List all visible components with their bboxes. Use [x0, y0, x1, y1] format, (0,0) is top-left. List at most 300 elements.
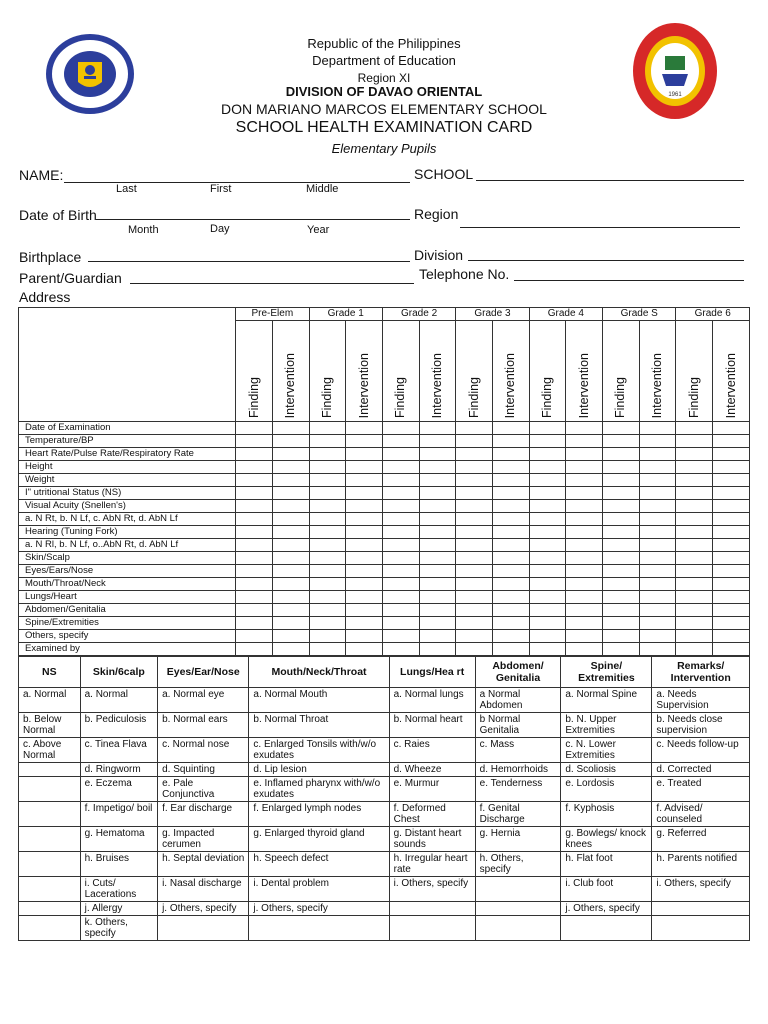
grid-entry-cell[interactable]: [566, 591, 603, 604]
grid-entry-cell[interactable]: [382, 552, 419, 565]
region-field[interactable]: [460, 227, 740, 228]
grid-entry-cell[interactable]: [346, 500, 383, 513]
grid-entry-cell[interactable]: [346, 539, 383, 552]
grid-entry-cell[interactable]: [566, 630, 603, 643]
grid-entry-cell[interactable]: [713, 513, 750, 526]
grid-entry-cell[interactable]: [492, 578, 529, 591]
legend-header: Mouth/Neck/Throat: [249, 657, 389, 688]
grid-entry-cell[interactable]: [419, 591, 456, 604]
grid-entry-cell[interactable]: [382, 526, 419, 539]
grid-row-label: Eyes/Ears/Nose: [19, 565, 236, 578]
grid-entry-cell[interactable]: [676, 552, 713, 565]
grid-entry-cell[interactable]: [639, 643, 676, 656]
grid-entry-cell[interactable]: [566, 604, 603, 617]
grid-entry-cell[interactable]: [456, 448, 493, 461]
grid-entry-cell[interactable]: [346, 435, 383, 448]
grid-entry-cell[interactable]: [639, 617, 676, 630]
grid-entry-cell[interactable]: [676, 461, 713, 474]
grade-header: Grade 4: [529, 308, 602, 321]
grid-entry-cell[interactable]: [566, 565, 603, 578]
legend-cell: a Normal Abdomen: [475, 688, 561, 713]
legend-cell: h. Septal deviation: [158, 852, 249, 877]
grid-entry-cell[interactable]: [676, 591, 713, 604]
grid-entry-cell[interactable]: [529, 630, 566, 643]
grid-entry-cell[interactable]: [603, 526, 640, 539]
grid-entry-cell[interactable]: [713, 565, 750, 578]
grid-entry-cell[interactable]: [676, 578, 713, 591]
grid-entry-cell[interactable]: [529, 539, 566, 552]
grid-entry-cell[interactable]: [603, 643, 640, 656]
grid-entry-cell[interactable]: [639, 487, 676, 500]
grid-entry-cell[interactable]: [382, 487, 419, 500]
grid-entry-cell[interactable]: [529, 526, 566, 539]
grid-row-label: Skin/Scalp: [19, 552, 236, 565]
grid-entry-cell[interactable]: [309, 513, 346, 526]
grid-entry-cell[interactable]: [492, 565, 529, 578]
grid-entry-cell[interactable]: [346, 487, 383, 500]
legend-cell: f. Genital Discharge: [475, 802, 561, 827]
grid-entry-cell[interactable]: [419, 643, 456, 656]
grid-entry-cell[interactable]: [346, 422, 383, 435]
grid-entry-cell[interactable]: [639, 565, 676, 578]
grid-entry-cell[interactable]: [676, 422, 713, 435]
grid-entry-cell[interactable]: [639, 448, 676, 461]
grid-entry-cell[interactable]: [566, 435, 603, 448]
grid-entry-cell[interactable]: [309, 630, 346, 643]
grid-entry-cell[interactable]: [346, 630, 383, 643]
division-field[interactable]: [468, 260, 744, 261]
grid-entry-cell[interactable]: [236, 487, 273, 500]
grid-entry-cell[interactable]: [492, 422, 529, 435]
grid-entry-cell[interactable]: [419, 578, 456, 591]
grid-entry-cell[interactable]: [236, 461, 273, 474]
grid-entry-cell[interactable]: [492, 474, 529, 487]
grid-entry-cell[interactable]: [382, 578, 419, 591]
grid-entry-cell[interactable]: [309, 435, 346, 448]
grid-entry-cell[interactable]: [676, 487, 713, 500]
grid-entry-cell[interactable]: [272, 461, 309, 474]
legend-cell: e. Lordosis: [561, 777, 652, 802]
grid-entry-cell[interactable]: [236, 552, 273, 565]
grid-entry-cell[interactable]: [529, 578, 566, 591]
grade-header: Grade S: [603, 308, 676, 321]
grid-entry-cell[interactable]: [566, 617, 603, 630]
grid-entry-cell[interactable]: [676, 513, 713, 526]
grid-entry-cell[interactable]: [382, 604, 419, 617]
grid-entry-cell[interactable]: [676, 474, 713, 487]
legend-cell: h. Parents notified: [652, 852, 750, 877]
grid-entry-cell[interactable]: [236, 539, 273, 552]
grid-entry-cell[interactable]: [382, 643, 419, 656]
grid-entry-cell[interactable]: [346, 591, 383, 604]
grid-entry-cell[interactable]: [529, 513, 566, 526]
grid-entry-cell[interactable]: [492, 643, 529, 656]
grid-entry-cell[interactable]: [713, 487, 750, 500]
grid-entry-cell[interactable]: [713, 500, 750, 513]
grid-entry-cell[interactable]: [419, 461, 456, 474]
grid-entry-cell[interactable]: [566, 513, 603, 526]
grid-entry-cell[interactable]: [309, 591, 346, 604]
grid-entry-cell[interactable]: [603, 513, 640, 526]
grid-entry-cell[interactable]: [272, 630, 309, 643]
dob-field[interactable]: [96, 219, 410, 220]
grid-entry-cell[interactable]: [566, 461, 603, 474]
grid-entry-cell[interactable]: [713, 474, 750, 487]
grade-header: Grade 6: [676, 308, 750, 321]
grid-entry-cell[interactable]: [713, 630, 750, 643]
grid-entry-cell[interactable]: [272, 643, 309, 656]
grid-entry-cell[interactable]: [492, 617, 529, 630]
grid-entry-cell[interactable]: [456, 578, 493, 591]
grid-entry-cell[interactable]: [272, 578, 309, 591]
grid-entry-cell[interactable]: [236, 630, 273, 643]
grid-entry-cell[interactable]: [382, 617, 419, 630]
grid-entry-cell[interactable]: [309, 461, 346, 474]
grid-entry-cell[interactable]: [676, 526, 713, 539]
grid-entry-cell[interactable]: [713, 578, 750, 591]
grid-entry-cell[interactable]: [346, 474, 383, 487]
grid-entry-cell[interactable]: [236, 591, 273, 604]
grid-entry-cell[interactable]: [272, 565, 309, 578]
grid-entry-cell[interactable]: [566, 422, 603, 435]
svg-text:1961: 1961: [668, 92, 682, 98]
grid-entry-cell[interactable]: [236, 435, 273, 448]
grid-entry-cell[interactable]: [676, 643, 713, 656]
telephone-field[interactable]: [514, 280, 744, 281]
grid-entry-cell[interactable]: [529, 643, 566, 656]
grid-entry-cell[interactable]: [419, 617, 456, 630]
grid-entry-cell[interactable]: [456, 630, 493, 643]
grid-entry-cell[interactable]: [272, 539, 309, 552]
grid-entry-cell[interactable]: [529, 448, 566, 461]
grid-entry-cell[interactable]: [492, 487, 529, 500]
grid-entry-cell[interactable]: [419, 422, 456, 435]
grid-entry-cell[interactable]: [492, 604, 529, 617]
grid-entry-cell[interactable]: [492, 630, 529, 643]
grid-entry-cell[interactable]: [236, 578, 273, 591]
legend-cell: h. Flat foot: [561, 852, 652, 877]
grid-row: [19, 526, 750, 539]
grid-entry-cell[interactable]: [566, 643, 603, 656]
grid-row-label: Visual Acuity (Snellen's): [19, 500, 236, 513]
grid-entry-cell[interactable]: [309, 643, 346, 656]
grid-entry-cell[interactable]: [603, 578, 640, 591]
column-header-finding: [603, 321, 640, 422]
grid-entry-cell[interactable]: [566, 500, 603, 513]
grid-entry-cell[interactable]: [382, 591, 419, 604]
grid-entry-cell[interactable]: [346, 513, 383, 526]
grid-entry-cell[interactable]: [529, 617, 566, 630]
grid-entry-cell[interactable]: [456, 539, 493, 552]
grid-entry-cell[interactable]: [713, 643, 750, 656]
grid-entry-cell[interactable]: [676, 448, 713, 461]
grid-entry-cell[interactable]: [492, 461, 529, 474]
grid-entry-cell[interactable]: [603, 552, 640, 565]
grid-entry-cell[interactable]: [603, 474, 640, 487]
grid-entry-cell[interactable]: [382, 565, 419, 578]
grid-entry-cell[interactable]: [382, 448, 419, 461]
grid-entry-cell[interactable]: [309, 565, 346, 578]
legend-cell: [249, 916, 389, 941]
grid-entry-cell[interactable]: [272, 487, 309, 500]
grid-entry-cell[interactable]: [639, 578, 676, 591]
grid-entry-cell[interactable]: [566, 578, 603, 591]
grid-entry-cell[interactable]: [456, 513, 493, 526]
grid-entry-cell[interactable]: [309, 526, 346, 539]
grid-entry-cell[interactable]: [346, 604, 383, 617]
grid-entry-cell[interactable]: [492, 435, 529, 448]
grid-entry-cell[interactable]: [236, 422, 273, 435]
grid-entry-cell[interactable]: [309, 552, 346, 565]
grid-row: [19, 487, 750, 500]
grid-entry-cell[interactable]: [272, 526, 309, 539]
grid-entry-cell[interactable]: [419, 539, 456, 552]
intervention-label: Intervention: [723, 352, 738, 418]
grid-row-label: Temperature/BP: [19, 435, 236, 448]
grid-entry-cell[interactable]: [676, 565, 713, 578]
grid-entry-cell[interactable]: [603, 591, 640, 604]
grid-entry-cell[interactable]: [419, 435, 456, 448]
grid-entry-cell[interactable]: [529, 591, 566, 604]
grid-entry-cell[interactable]: [272, 552, 309, 565]
grid-entry-cell[interactable]: [272, 435, 309, 448]
grid-entry-cell[interactable]: [309, 539, 346, 552]
grid-entry-cell[interactable]: [639, 604, 676, 617]
grid-entry-cell[interactable]: [456, 565, 493, 578]
grid-entry-cell[interactable]: [603, 617, 640, 630]
grid-entry-cell[interactable]: [382, 513, 419, 526]
grid-entry-cell[interactable]: [346, 552, 383, 565]
grid-entry-cell[interactable]: [419, 513, 456, 526]
legend-cell: [19, 902, 81, 916]
grid-entry-cell[interactable]: [639, 435, 676, 448]
grid-entry-cell[interactable]: [309, 578, 346, 591]
legend-cell: [19, 763, 81, 777]
birthplace-field[interactable]: [88, 261, 410, 262]
column-header-finding: [309, 321, 346, 422]
legend-cell: [19, 877, 81, 902]
grid-entry-cell[interactable]: [382, 630, 419, 643]
grid-entry-cell[interactable]: [676, 500, 713, 513]
grid-entry-cell[interactable]: [529, 461, 566, 474]
grid-entry-cell[interactable]: [603, 422, 640, 435]
grid-entry-cell[interactable]: [346, 526, 383, 539]
grid-entry-cell[interactable]: [309, 500, 346, 513]
school-field[interactable]: [476, 180, 744, 181]
grid-entry-cell[interactable]: [456, 604, 493, 617]
grid-entry-cell[interactable]: [419, 487, 456, 500]
grid-entry-cell[interactable]: [236, 604, 273, 617]
grid-entry-cell[interactable]: [639, 422, 676, 435]
grid-entry-cell[interactable]: [309, 422, 346, 435]
grid-entry-cell[interactable]: [492, 591, 529, 604]
finding-label: Finding: [466, 377, 481, 418]
grid-entry-cell[interactable]: [309, 474, 346, 487]
grid-entry-cell[interactable]: [492, 539, 529, 552]
legend-cell: d. Wheeze: [389, 763, 475, 777]
grid-entry-cell[interactable]: [456, 435, 493, 448]
grid-entry-cell[interactable]: [713, 539, 750, 552]
grid-entry-cell[interactable]: [566, 474, 603, 487]
grid-entry-cell[interactable]: [639, 526, 676, 539]
grid-entry-cell[interactable]: [236, 643, 273, 656]
grid-entry-cell[interactable]: [236, 474, 273, 487]
grid-entry-cell[interactable]: [309, 617, 346, 630]
grid-entry-cell[interactable]: [492, 513, 529, 526]
grid-entry-cell[interactable]: [639, 500, 676, 513]
grid-entry-cell[interactable]: [419, 604, 456, 617]
grid-entry-cell[interactable]: [713, 422, 750, 435]
grid-entry-cell[interactable]: [713, 461, 750, 474]
grid-entry-cell[interactable]: [419, 500, 456, 513]
grid-entry-cell[interactable]: [236, 617, 273, 630]
page-subtitle: Elementary Pupils: [331, 141, 437, 156]
grid-entry-cell[interactable]: [456, 500, 493, 513]
legend-row: [19, 852, 750, 877]
parent-field[interactable]: [130, 283, 414, 284]
grid-entry-cell[interactable]: [529, 552, 566, 565]
grid-entry-cell[interactable]: [382, 500, 419, 513]
grid-entry-cell[interactable]: [456, 526, 493, 539]
grid-entry-cell[interactable]: [713, 617, 750, 630]
grid-entry-cell[interactable]: [529, 604, 566, 617]
grid-entry-cell[interactable]: [639, 630, 676, 643]
legend-cell: b. N. Upper Extremities: [561, 713, 652, 738]
grid-entry-cell[interactable]: [529, 474, 566, 487]
grid-entry-cell[interactable]: [419, 526, 456, 539]
legend-cell: h. Others, specify: [475, 852, 561, 877]
grid-entry-cell[interactable]: [713, 552, 750, 565]
grid-entry-cell[interactable]: [639, 461, 676, 474]
grid-entry-cell[interactable]: [713, 591, 750, 604]
grid-entry-cell[interactable]: [713, 448, 750, 461]
grid-entry-cell[interactable]: [603, 604, 640, 617]
grid-entry-cell[interactable]: [346, 617, 383, 630]
grid-entry-cell[interactable]: [419, 565, 456, 578]
grid-entry-cell[interactable]: [676, 630, 713, 643]
grid-entry-cell[interactable]: [603, 630, 640, 643]
grade-header: Grade 2: [382, 308, 455, 321]
grid-entry-cell[interactable]: [272, 591, 309, 604]
grid-entry-cell[interactable]: [346, 643, 383, 656]
grid-entry-cell[interactable]: [456, 552, 493, 565]
grid-entry-cell[interactable]: [566, 539, 603, 552]
grid-entry-cell[interactable]: [529, 487, 566, 500]
grid-entry-cell[interactable]: [236, 526, 273, 539]
grid-entry-cell[interactable]: [492, 552, 529, 565]
grid-entry-cell[interactable]: [272, 500, 309, 513]
grid-entry-cell[interactable]: [713, 604, 750, 617]
grid-entry-cell[interactable]: [272, 604, 309, 617]
grid-entry-cell[interactable]: [236, 513, 273, 526]
grid-entry-cell[interactable]: [456, 591, 493, 604]
grid-entry-cell[interactable]: [309, 448, 346, 461]
grid-entry-cell[interactable]: [346, 578, 383, 591]
grid-entry-cell[interactable]: [529, 422, 566, 435]
grid-entry-cell[interactable]: [566, 487, 603, 500]
grid-entry-cell[interactable]: [566, 526, 603, 539]
column-header-finding: [456, 321, 493, 422]
grid-entry-cell[interactable]: [713, 526, 750, 539]
grid-entry-cell[interactable]: [713, 435, 750, 448]
grid-entry-cell[interactable]: [456, 474, 493, 487]
grid-entry-cell[interactable]: [309, 604, 346, 617]
grid-entry-cell[interactable]: [272, 474, 309, 487]
grid-entry-cell[interactable]: [346, 448, 383, 461]
grid-entry-cell[interactable]: [272, 422, 309, 435]
grid-entry-cell[interactable]: [603, 448, 640, 461]
grid-entry-cell[interactable]: [236, 448, 273, 461]
grid-entry-cell[interactable]: [603, 461, 640, 474]
grid-entry-cell[interactable]: [309, 487, 346, 500]
grid-entry-cell[interactable]: [676, 539, 713, 552]
grid-entry-cell[interactable]: [603, 487, 640, 500]
grid-entry-cell[interactable]: [382, 474, 419, 487]
grid-entry-cell[interactable]: [419, 448, 456, 461]
grid-entry-cell[interactable]: [272, 617, 309, 630]
grid-entry-cell[interactable]: [566, 552, 603, 565]
grade-header: Grade 1: [309, 308, 382, 321]
grid-entry-cell[interactable]: [639, 474, 676, 487]
grid-entry-cell[interactable]: [236, 565, 273, 578]
grid-entry-cell[interactable]: [272, 448, 309, 461]
grid-entry-cell[interactable]: [492, 526, 529, 539]
grid-entry-cell[interactable]: [419, 630, 456, 643]
grid-entry-cell[interactable]: [639, 513, 676, 526]
legend-cell: [475, 877, 561, 902]
grid-entry-cell[interactable]: [456, 487, 493, 500]
grid-entry-cell[interactable]: [346, 461, 383, 474]
grid-entry-cell[interactable]: [603, 435, 640, 448]
legend-cell: c. Normal nose: [158, 738, 249, 763]
grid-entry-cell[interactable]: [419, 552, 456, 565]
grid-entry-cell[interactable]: [529, 565, 566, 578]
grid-entry-cell[interactable]: [456, 422, 493, 435]
grid-entry-cell[interactable]: [529, 500, 566, 513]
grid-entry-cell[interactable]: [676, 604, 713, 617]
grid-entry-cell[interactable]: [456, 643, 493, 656]
grid-entry-cell[interactable]: [603, 500, 640, 513]
grid-entry-cell[interactable]: [382, 461, 419, 474]
legend-cell: [475, 916, 561, 941]
grid-entry-cell[interactable]: [639, 552, 676, 565]
dob-year-caption: Year: [307, 224, 330, 236]
grid-entry-cell[interactable]: [346, 565, 383, 578]
grid-entry-cell[interactable]: [639, 591, 676, 604]
grid-entry-cell[interactable]: [676, 617, 713, 630]
grid-row: [19, 604, 750, 617]
grid-entry-cell[interactable]: [603, 565, 640, 578]
grid-entry-cell[interactable]: [639, 539, 676, 552]
grid-row: [19, 552, 750, 565]
grid-entry-cell[interactable]: [603, 539, 640, 552]
grid-entry-cell[interactable]: [676, 435, 713, 448]
legend-cell: d. Squinting: [158, 763, 249, 777]
grid-entry-cell[interactable]: [529, 435, 566, 448]
grid-entry-cell[interactable]: [566, 448, 603, 461]
grid-entry-cell[interactable]: [382, 435, 419, 448]
grid-entry-cell[interactable]: [419, 474, 456, 487]
grid-entry-cell[interactable]: [456, 461, 493, 474]
grid-entry-cell[interactable]: [236, 500, 273, 513]
grid-entry-cell[interactable]: [492, 500, 529, 513]
grid-entry-cell[interactable]: [382, 539, 419, 552]
grid-entry-cell[interactable]: [492, 448, 529, 461]
intervention-label: Intervention: [650, 352, 665, 418]
grid-entry-cell[interactable]: [382, 422, 419, 435]
grid-entry-cell[interactable]: [272, 513, 309, 526]
grid-entry-cell[interactable]: [456, 617, 493, 630]
